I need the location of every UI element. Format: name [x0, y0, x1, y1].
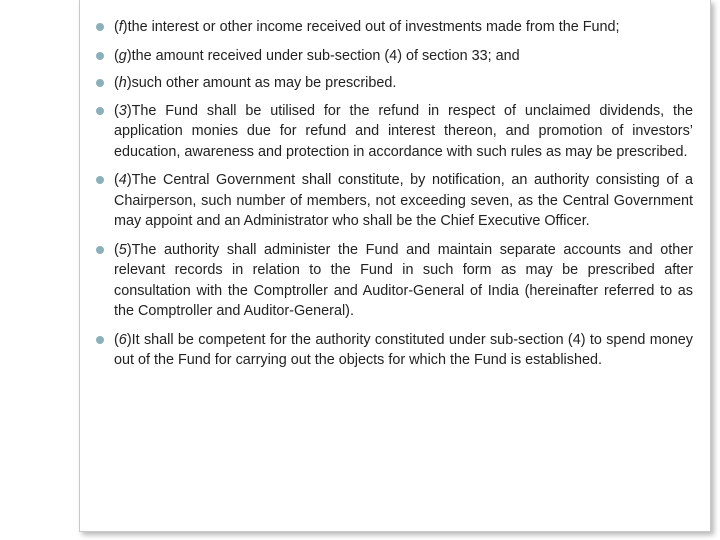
- bullet-dot-icon: [96, 107, 104, 115]
- item-close-paren: ): [126, 172, 132, 188]
- item-close-paren: ): [126, 331, 132, 348]
- item-marker: g: [118, 47, 127, 64]
- list-item-4: [96, 170, 693, 232]
- bullet-list: [96, 17, 693, 378]
- item-marker: 5: [118, 241, 127, 258]
- bullet-dot-icon: [96, 52, 104, 60]
- bullet-dot-icon: [96, 23, 104, 31]
- bullet-dot-icon: [96, 246, 104, 254]
- item-close-paren: ): [126, 102, 132, 119]
- item-marker: 6: [118, 331, 127, 348]
- list-item-6: [96, 330, 693, 371]
- item-marker: 4: [118, 172, 127, 188]
- item-open-paren: (: [114, 75, 119, 91]
- bullet-dot-icon: [96, 176, 104, 184]
- list-item-5: [96, 240, 693, 322]
- item-marker: h: [118, 75, 127, 91]
- item-open-paren: (: [114, 102, 119, 119]
- list-item-h: [96, 73, 693, 94]
- item-text: The Fund shall be utilised for the refund in respect of unclaimed dividends, the application monies due for refund and interest thereon, and promotion of investors’ education, awareness and protection in accordance with such rules as may be prescribed.: [114, 102, 693, 160]
- item-text: The authority shall administer the Fund and maintain separate accounts and other relevant records in relation to the Fund in such form as may be prescribed after consultation with the Comptroller and Auditor-General of India (hereinafter referred to as the Comptroller and Auditor-General).: [114, 241, 693, 319]
- item-open-paren: (: [114, 172, 119, 188]
- item-text: such other amount as may be prescribed.: [131, 75, 397, 91]
- item-text: It shall be competent for the authority constituted under sub-section (4) to spend money out of the Fund for carrying out the objects for which the Fund is established.: [114, 331, 693, 368]
- bullet-dot-icon: [96, 79, 104, 87]
- item-open-paren: (: [114, 241, 119, 258]
- item-text: the interest or other income received out of investments made from the Fund;: [127, 19, 620, 35]
- item-close-paren: ): [126, 241, 132, 258]
- item-close-paren: ): [126, 47, 132, 64]
- bullet-dot-icon: [96, 336, 104, 344]
- item-text: The Central Government shall constitute, by notification, an authority consisting of a Chairperson, such number of members, not exceeding seven, as the Central Government may appoint and an Administrator who shall be the Chief Executive Officer.: [114, 172, 693, 229]
- item-close-paren: ): [122, 19, 128, 35]
- item-text: the amount received under sub-section (4) of section 33; and: [131, 47, 520, 64]
- item-marker: 3: [118, 102, 127, 119]
- list-item-3: [96, 101, 693, 163]
- item-close-paren: ): [126, 75, 132, 91]
- item-open-paren: (: [114, 331, 119, 348]
- item-marker: f: [118, 19, 123, 35]
- list-item-g: [96, 46, 693, 67]
- item-open-paren: (: [114, 19, 119, 35]
- item-open-paren: (: [114, 47, 119, 64]
- list-item-f: [96, 17, 693, 38]
